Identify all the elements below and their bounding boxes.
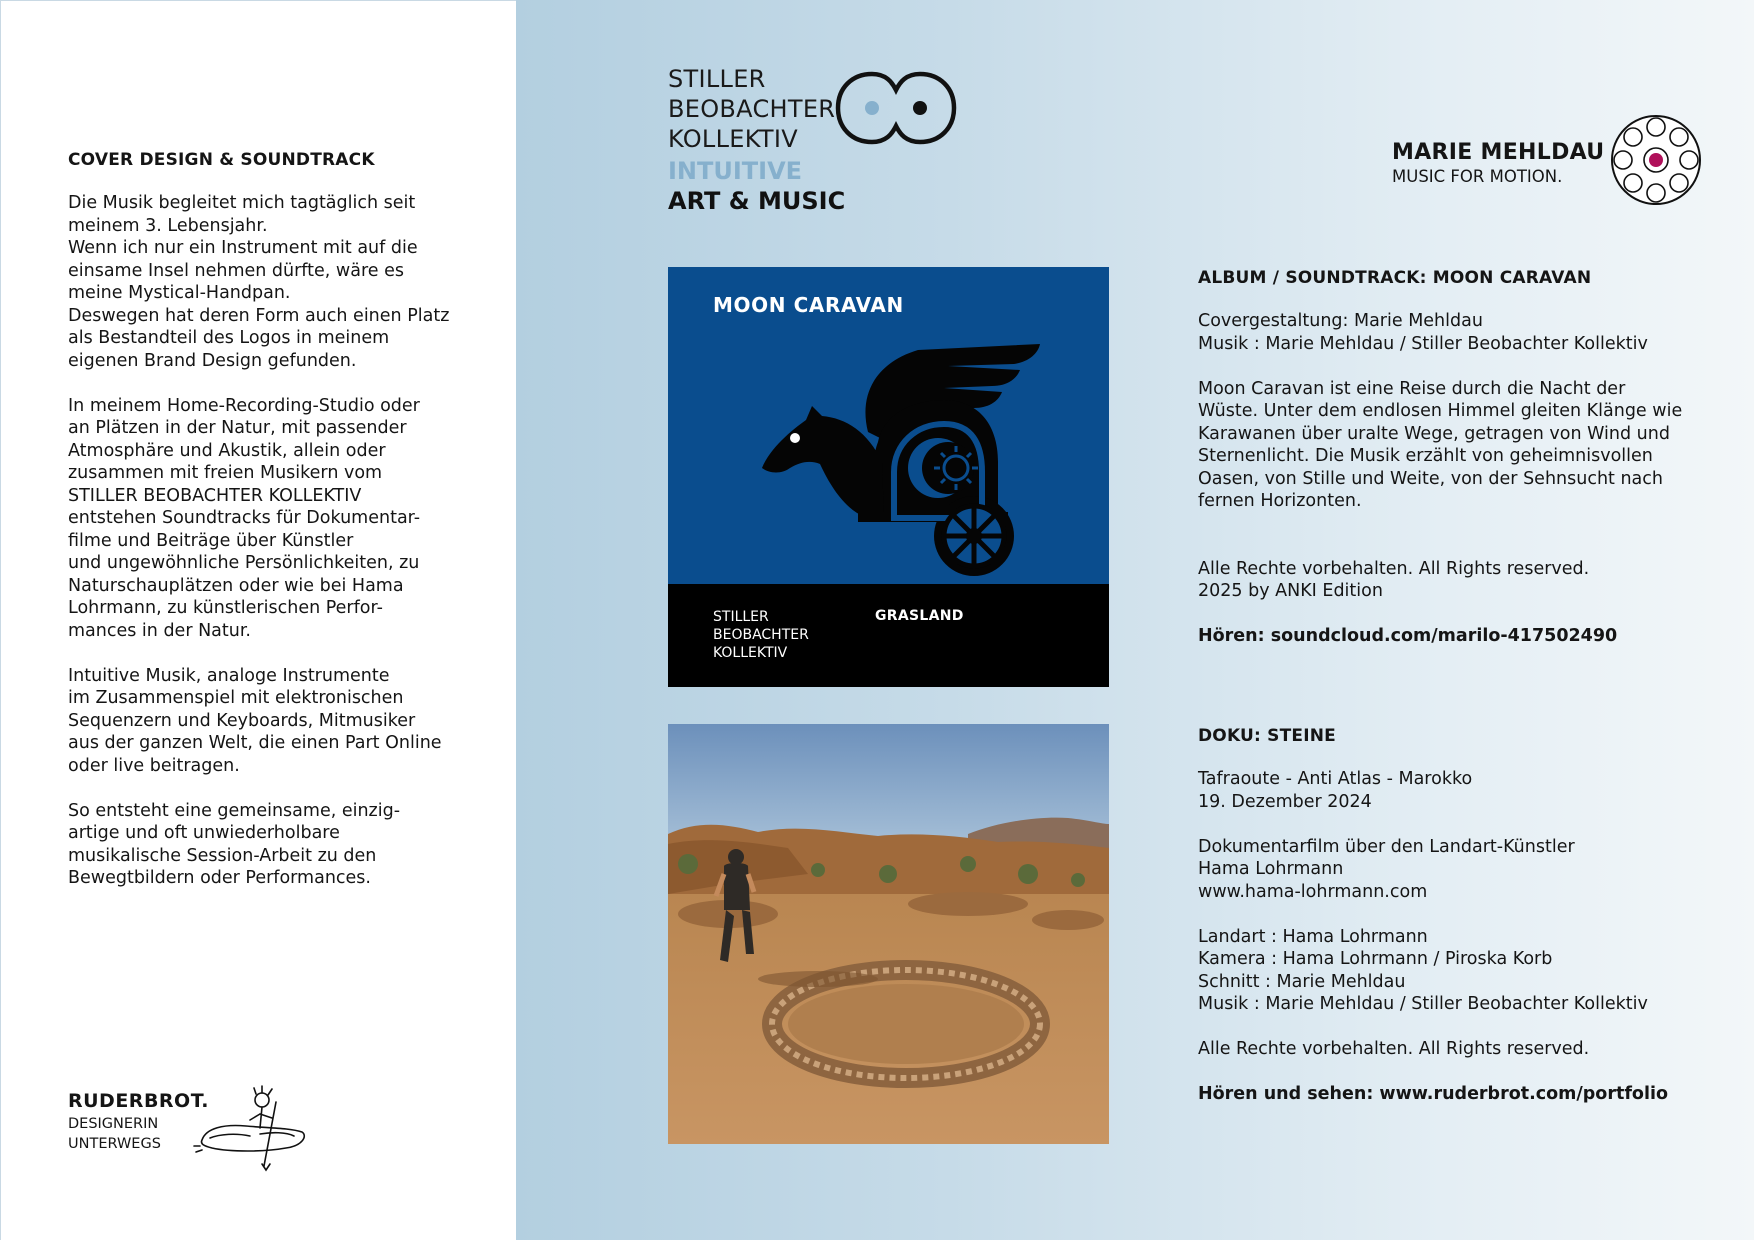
text-line: oder live beitragen. [68, 755, 240, 776]
text-line: Tafraoute - Anti Atlas - Marokko [1198, 769, 1473, 789]
paragraph [68, 800, 468, 890]
text-line: Covergestaltung: Marie Mehldau [1198, 311, 1483, 331]
album-info [1198, 268, 1698, 648]
text-line: In meinem Home-Recording-Studio oder [68, 395, 420, 416]
text-line: an Plätzen in der Natur, mit passender [68, 418, 407, 438]
text-line: Musik : Marie Mehldau / Stiller Beobachter Kollektiv [1198, 333, 1648, 354]
intro-section [68, 150, 468, 912]
text-line: Sternenlicht. Die Musik erzählt von geheimnisvollen [1198, 446, 1653, 466]
text-line: Alle Rechte vorbehalten. All Rights reserved. [1198, 558, 1590, 579]
text-line: Karawanen über uralte Wege, getragen von Wind und [1198, 423, 1670, 444]
doku-body [1198, 768, 1698, 1106]
cover-title: MOON CARAVAN [713, 293, 904, 317]
doku-about [1198, 836, 1698, 904]
sbk-logo [668, 64, 845, 216]
logo-line: BEOBACHTER [668, 95, 836, 123]
text-line: einsame Insel nehmen dürfte, wäre es [68, 260, 404, 281]
cover-artwork [668, 267, 1109, 584]
text-line: Musik : Marie Mehldau / Stiller Beobachter Kollektiv [1198, 994, 1648, 1014]
text-line: Wenn ich nur ein Instrument mit auf die [68, 238, 418, 258]
text-line: Wüste. Unter dem endlosen Himmel gleiten Klänge wie [1198, 401, 1683, 421]
text-line: meinem 3. Lebensjahr. [68, 215, 268, 236]
album-body [1198, 310, 1698, 648]
doku-credits [1198, 926, 1698, 1016]
text-line: So entsteht eine gemeinsame, einzig- [68, 800, 401, 821]
text-line: Naturschauplätzen oder wie bei Hama [68, 575, 404, 596]
spacer [1198, 535, 1698, 558]
text-line: eigenen Brand Design gefunden. [68, 350, 357, 371]
section-heading: ALBUM / SOUNDTRACK: MOON CARAVAN [1198, 268, 1592, 288]
section-heading: DOKU: STEINE [1198, 726, 1336, 746]
text-line: Landart : Hama Lohrmann [1198, 926, 1428, 947]
text-line: mances in der Natur. [68, 620, 251, 641]
doku-info [1198, 726, 1698, 1106]
text-line: Kamera : Hama Lohrmann / Piroska Korb [1198, 949, 1553, 969]
text-line: als Bestandteil des Logos in meinem [68, 328, 390, 348]
album-cover [668, 267, 1109, 687]
text-line: STILLER BEOBACHTER KOLLEKTIV [68, 485, 362, 506]
logo-line: STILLER [668, 65, 766, 93]
text-line: Sequenzern und Keyboards, Mitmusiker [68, 710, 416, 731]
doku-rights: Alle Rechte vorbehalten. All Rights reserved. [1198, 1039, 1590, 1059]
text-line: im Zusammenspiel mit elektronischen [68, 688, 404, 708]
cover-band-name [713, 608, 809, 662]
text-line: und ungewöhnliche Persönlichkeiten, zu [68, 553, 420, 573]
text-line: artige und oft unwiederholbare [68, 823, 340, 843]
section-heading: COVER DESIGN & SOUNDTRACK [68, 150, 375, 170]
text-line: Bewegtbildern oder Performances. [68, 868, 371, 888]
paragraph [68, 395, 468, 643]
ruderbrot-logo [68, 1090, 209, 1154]
paragraph [68, 192, 468, 372]
intro-text [68, 192, 468, 890]
portfolio-link[interactable]: Hören und sehen: www.ruderbrot.com/portfolio [1198, 1084, 1668, 1104]
paragraph [68, 665, 468, 778]
brand-tagline: MUSIC FOR MOTION. [1392, 167, 1563, 186]
logo-line-art-music: ART & MUSIC [668, 187, 846, 215]
logo-line: KOLLEKTIV [668, 125, 798, 153]
text-line: UNTERWEGS [68, 1136, 161, 1152]
text-line: filme und Beiträge über Künstler [68, 530, 354, 551]
text-line: aus der ganzen Welt, die einen Part Online [68, 733, 442, 753]
desert-stone-circle-photo [668, 724, 1109, 1144]
text-line: Lohrmann, zu künstlerischen Perfor- [68, 598, 383, 618]
ruderbrot-subtitle [68, 1114, 209, 1154]
text-line: Die Musik begleitet mich tagtäglich seit [68, 193, 416, 213]
text-line: Intuitive Musik, analoge Instrumente [68, 665, 390, 686]
text-line: BEOBACHTER [713, 627, 809, 643]
cover-footer [668, 584, 1109, 687]
text-line: 2025 by ANKI Edition [1198, 581, 1383, 601]
text-line: musikalische Session-Arbeit zu den [68, 845, 377, 866]
text-line: STILLER [713, 609, 769, 625]
text-line: fernen Horizonten. [1198, 491, 1362, 511]
album-description [1198, 378, 1698, 513]
handpan-icon [1608, 112, 1704, 208]
text-line: Hama Lohrmann [1198, 859, 1344, 879]
text-line: Oasen, von Stille und Weite, von der Sehnsucht nach [1198, 468, 1663, 489]
marie-mehldau-logo [1392, 140, 1604, 186]
text-line: Deswegen hat deren Form auch einen Platz [68, 305, 450, 326]
doku-place [1198, 768, 1698, 813]
text-line: Atmosphäre und Akustik, allein oder [68, 440, 386, 461]
canoe-illustration [190, 1082, 320, 1172]
cover-label-name: GRASLAND [875, 608, 964, 624]
text-line: 19. Dezember 2024 [1198, 791, 1372, 812]
text-line: Dokumentarfilm über den Landart-Künstler [1198, 836, 1575, 857]
text-line: DESIGNERIN [68, 1116, 159, 1132]
album-rights [1198, 558, 1698, 603]
hama-lohrmann-link[interactable]: www.hama-lohrmann.com [1198, 881, 1428, 902]
text-line: meine Mystical-Handpan. [68, 283, 291, 303]
text-line: Moon Caravan ist eine Reise durch die Nacht der [1198, 378, 1626, 399]
text-line: entstehen Soundtracks für Dokumentar- [68, 508, 421, 528]
ruderbrot-title: RUDERBROT. [68, 1090, 209, 1112]
text-line: Schnitt : Marie Mehldau [1198, 971, 1406, 992]
brand-name: MARIE MEHLDAU [1392, 140, 1605, 165]
text-line: KOLLEKTIV [713, 645, 788, 661]
text-line: zusammen mit freien Musikern vom [68, 463, 383, 483]
album-credits [1198, 310, 1698, 355]
soundcloud-link[interactable]: Hören: soundcloud.com/marilo-417502490 [1198, 626, 1618, 646]
logo-line-intuitive: INTUITIVE [668, 157, 803, 185]
eyes-icon [834, 70, 958, 146]
winged-horse-chariot-icon [748, 322, 1068, 582]
